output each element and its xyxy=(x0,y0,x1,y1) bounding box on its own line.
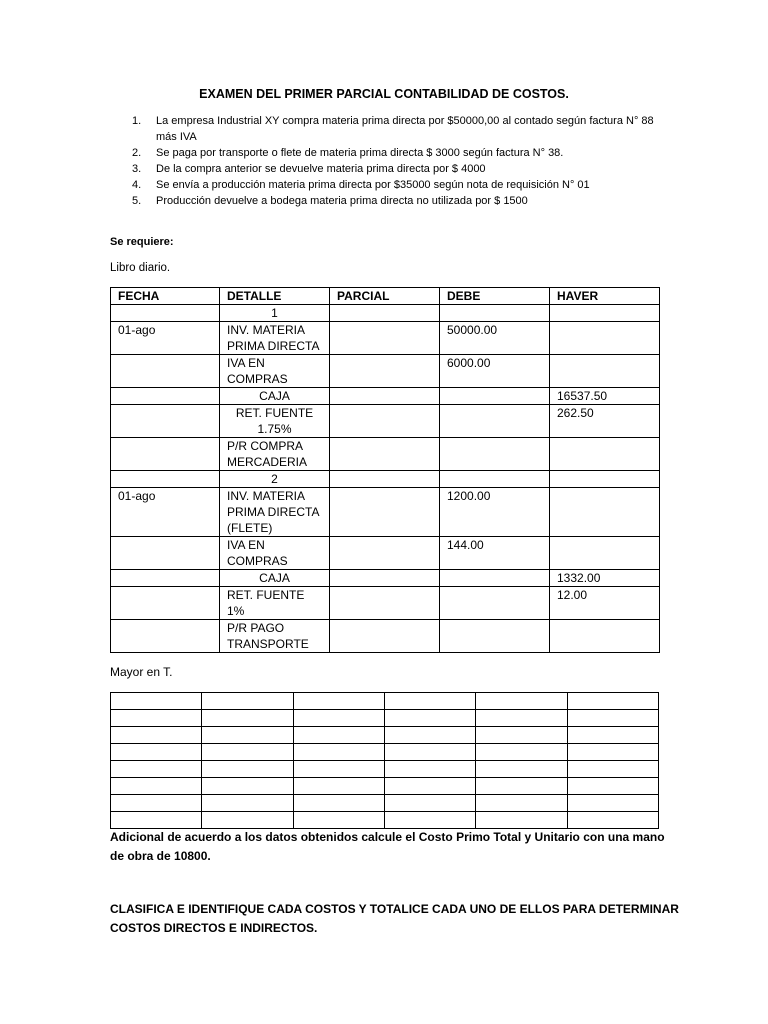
table-cell xyxy=(476,761,567,778)
table-cell xyxy=(330,322,440,355)
table-cell xyxy=(440,620,550,653)
item-text: La empresa Industrial XY compra materia prima directa por $50000,00 al contado según factura N° 88 más IVA xyxy=(156,115,654,143)
list-item xyxy=(132,113,662,145)
table-row xyxy=(111,537,660,570)
table-cell: INV. MATERIA PRIMA DIRECTA (FLETE) xyxy=(220,488,330,537)
table-cell xyxy=(111,471,220,488)
table-cell xyxy=(550,620,660,653)
page-title: EXAMEN DEL PRIMER PARCIAL CONTABILIDAD DE COSTOS. xyxy=(199,87,569,101)
table-cell xyxy=(567,710,658,727)
section-label: Libro diario. xyxy=(110,262,171,274)
table-cell xyxy=(202,812,293,829)
column-header: DEBE xyxy=(440,288,550,305)
table-cell xyxy=(440,305,550,322)
table-cell xyxy=(111,744,202,761)
list-item xyxy=(132,161,662,177)
table-row xyxy=(111,405,660,438)
table-cell xyxy=(476,744,567,761)
table-cell xyxy=(550,471,660,488)
table-cell xyxy=(111,355,220,388)
table-cell xyxy=(476,778,567,795)
table-cell xyxy=(293,710,384,727)
table-cell xyxy=(111,388,220,405)
table-cell: INV. MATERIA PRIMA DIRECTA xyxy=(220,322,330,355)
table-cell xyxy=(476,812,567,829)
table-cell: P/R PAGO TRANSPORTE xyxy=(220,620,330,653)
table-cell xyxy=(202,761,293,778)
table-cell xyxy=(384,744,475,761)
table-cell xyxy=(550,305,660,322)
table-row xyxy=(111,710,659,727)
table-cell xyxy=(384,727,475,744)
list-item xyxy=(132,145,662,161)
item-text: Se paga por transporte o flete de materia prima directa $ 3000 según factura N° 38. xyxy=(156,147,564,159)
table-cell xyxy=(111,727,202,744)
table-cell: P/R COMPRA MERCADERIA xyxy=(220,438,330,471)
table-cell xyxy=(384,778,475,795)
table-cell xyxy=(384,693,475,710)
table-row xyxy=(111,471,660,488)
table-cell xyxy=(330,355,440,388)
table-cell: CAJA xyxy=(220,388,330,405)
table-cell xyxy=(330,620,440,653)
table-cell xyxy=(111,795,202,812)
table-row xyxy=(111,355,660,388)
table-cell: 01-ago xyxy=(111,488,220,537)
table-row xyxy=(111,761,659,778)
item-number: 4. xyxy=(132,179,142,191)
table-row xyxy=(111,570,660,587)
column-header: PARCIAL xyxy=(330,288,440,305)
table-cell: 144.00 xyxy=(440,537,550,570)
table-cell xyxy=(111,693,202,710)
table-row xyxy=(111,587,660,620)
column-header: DETALLE xyxy=(220,288,330,305)
table-cell xyxy=(384,812,475,829)
table-cell xyxy=(550,537,660,570)
table-cell xyxy=(111,438,220,471)
table-cell: 16537.50 xyxy=(550,388,660,405)
table-cell: 6000.00 xyxy=(440,355,550,388)
table-cell xyxy=(202,710,293,727)
table-cell: 2 xyxy=(220,471,330,488)
table-cell xyxy=(293,795,384,812)
table-cell xyxy=(111,537,220,570)
table-cell xyxy=(550,438,660,471)
table-row xyxy=(111,744,659,761)
item-number: 1. xyxy=(132,115,142,127)
table-cell xyxy=(111,620,220,653)
t-account-grid xyxy=(110,692,659,829)
section-label: Mayor en T. xyxy=(110,665,173,679)
table-cell xyxy=(567,727,658,744)
table-cell xyxy=(111,778,202,795)
table-cell xyxy=(330,537,440,570)
table-cell xyxy=(111,710,202,727)
table-cell xyxy=(330,438,440,471)
item-text: Se envía a producción materia prima directa por $35000 según nota de requisición N° 01 xyxy=(156,179,590,191)
table-cell xyxy=(111,761,202,778)
table-cell xyxy=(440,405,550,438)
table-cell xyxy=(440,587,550,620)
table-cell: 262.50 xyxy=(550,405,660,438)
table-cell: IVA EN COMPRAS xyxy=(220,355,330,388)
table-cell: RET. FUENTE 1% xyxy=(220,587,330,620)
table-cell xyxy=(440,388,550,405)
table-cell xyxy=(567,778,658,795)
table-row xyxy=(111,778,659,795)
table-cell: 1332.00 xyxy=(550,570,660,587)
item-number: 2. xyxy=(132,147,142,159)
table-cell xyxy=(330,471,440,488)
table-cell xyxy=(111,587,220,620)
table-cell xyxy=(384,710,475,727)
table-cell xyxy=(567,744,658,761)
table-cell xyxy=(293,778,384,795)
table-cell xyxy=(567,761,658,778)
table-cell xyxy=(202,693,293,710)
table-cell: 12.00 xyxy=(550,587,660,620)
table-cell xyxy=(293,744,384,761)
table-cell xyxy=(293,693,384,710)
table-cell xyxy=(476,710,567,727)
table-cell: 50000.00 xyxy=(440,322,550,355)
table-cell xyxy=(567,812,658,829)
table-cell xyxy=(202,778,293,795)
table-cell xyxy=(550,488,660,537)
table-row xyxy=(111,305,660,322)
table-cell xyxy=(440,438,550,471)
table-cell xyxy=(440,570,550,587)
table-row xyxy=(111,488,660,537)
table-row xyxy=(111,812,659,829)
table-cell xyxy=(476,693,567,710)
table-cell xyxy=(330,587,440,620)
table-cell xyxy=(111,570,220,587)
table-cell xyxy=(567,795,658,812)
table-cell: RET. FUENTE 1.75% xyxy=(220,405,330,438)
journal-table xyxy=(110,287,660,653)
table-header-row xyxy=(111,288,660,305)
instruction-text: Adicional de acuerdo a los datos obtenidos calcule el Costo Primo Total y Unitario con una mano de obra de 10800. xyxy=(110,830,665,863)
section-heading: Se requiere: xyxy=(110,236,174,248)
table-cell: IVA EN COMPRAS xyxy=(220,537,330,570)
list-item xyxy=(132,193,662,209)
table-row xyxy=(111,727,659,744)
table-cell xyxy=(202,744,293,761)
table-cell xyxy=(440,471,550,488)
table-cell xyxy=(567,693,658,710)
column-header: HAVER xyxy=(550,288,660,305)
list-item xyxy=(132,177,662,193)
item-number: 5. xyxy=(132,195,142,207)
table-cell xyxy=(384,761,475,778)
table-cell: 01-ago xyxy=(111,322,220,355)
table-row xyxy=(111,438,660,471)
table-cell xyxy=(550,355,660,388)
table-cell xyxy=(384,795,475,812)
instruction-text: CLASIFICA E IDENTIFIQUE CADA COSTOS Y TOTALICE CADA UNO DE ELLOS PARA DETERMINAR COSTOS DIRECTOS E INDIRECTOS. xyxy=(110,902,679,935)
table-cell xyxy=(111,812,202,829)
column-header: FECHA xyxy=(111,288,220,305)
table-cell xyxy=(330,388,440,405)
table-cell xyxy=(330,570,440,587)
table-cell xyxy=(202,727,293,744)
table-row xyxy=(111,322,660,355)
table-cell xyxy=(202,795,293,812)
table-row xyxy=(111,795,659,812)
table-cell xyxy=(476,727,567,744)
table-cell xyxy=(550,322,660,355)
table-cell xyxy=(293,812,384,829)
table-row xyxy=(111,620,660,653)
table-cell xyxy=(293,727,384,744)
table-cell xyxy=(330,488,440,537)
table-row xyxy=(111,388,660,405)
item-text: Producción devuelve a bodega materia prima directa no utilizada por $ 1500 xyxy=(156,195,528,207)
item-text: De la compra anterior se devuelve materia prima directa por $ 4000 xyxy=(156,163,486,175)
table-cell xyxy=(111,305,220,322)
item-number: 3. xyxy=(132,163,142,175)
table-cell: 1 xyxy=(220,305,330,322)
question-list xyxy=(132,113,662,209)
table-cell xyxy=(293,761,384,778)
table-row xyxy=(111,693,659,710)
table-cell: 1200.00 xyxy=(440,488,550,537)
table-cell xyxy=(111,405,220,438)
table-cell: CAJA xyxy=(220,570,330,587)
table-cell xyxy=(330,305,440,322)
table-cell xyxy=(330,405,440,438)
table-cell xyxy=(476,795,567,812)
